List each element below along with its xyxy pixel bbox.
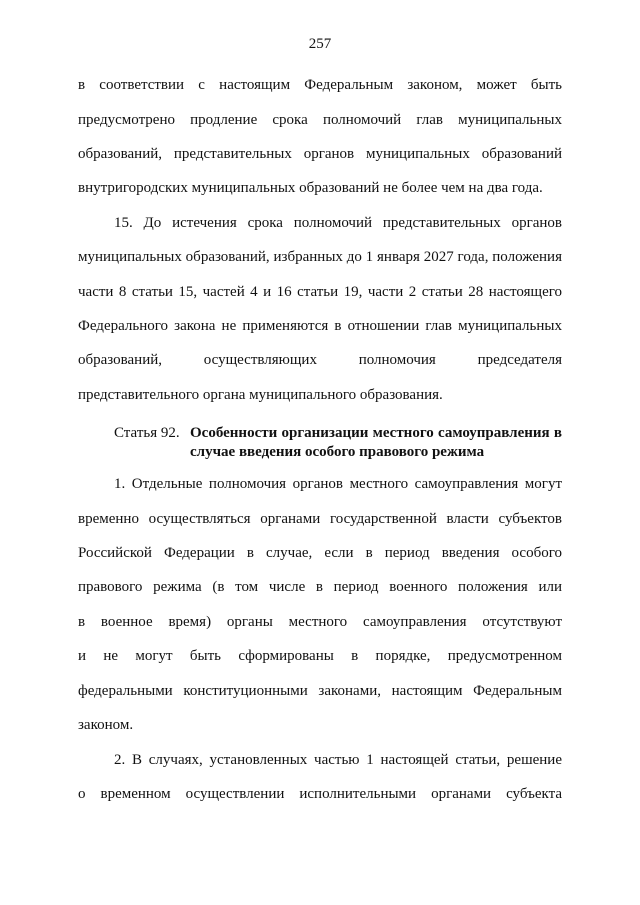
- text-line: Российской Федерации в случае, если в период введения особого: [78, 545, 562, 561]
- text-line: муниципальных образований, избранных до 1 января 2027 года, положения: [78, 249, 562, 265]
- text-line: 15. До истечения срока полномочий представительных органов: [114, 215, 562, 231]
- text-line: образований, осуществляющих полномочия председателя: [78, 352, 562, 368]
- article-title-line: Особенности организации местного самоуправления в: [190, 425, 562, 441]
- text-line: Федерального закона не применяются в отношении глав муниципальных: [78, 318, 562, 334]
- text-line: предусмотрено продление срока полномочий глав муниципальных: [78, 112, 562, 128]
- text-line: правового режима (в том числе в период военного положения или: [78, 579, 562, 595]
- text-line: образований, представительных органов муниципальных образований: [78, 146, 562, 162]
- text-line: о временном осуществлении исполнительными органами субъекта: [78, 786, 562, 802]
- text-line: 1. Отдельные полномочия органов местного самоуправления могут: [114, 476, 562, 492]
- text-line: временно осуществляться органами государственной власти субъектов: [78, 511, 562, 527]
- text-line: 2. В случаях, установленных частью 1 настоящей статьи, решение: [114, 752, 562, 768]
- text-line: части 8 статьи 15, частей 4 и 16 статьи 19, части 2 статьи 28 настоящего: [78, 284, 562, 300]
- text-line: внутригородских муниципальных образований не более чем на два года.: [78, 180, 543, 196]
- text-line: в военное время) органы местного самоуправления отсутствуют: [78, 614, 562, 630]
- text-line: законом.: [78, 717, 134, 733]
- article-title-line: случае введения особого правового режима: [190, 444, 485, 460]
- article-label: Статья 92.: [114, 425, 180, 441]
- page-number: 257: [308, 36, 332, 52]
- text-line: в соответствии с настоящим Федеральным законом, может быть: [78, 77, 562, 93]
- text-line: федеральными конституционными законами, настоящим Федеральным: [78, 683, 562, 699]
- text-line: и не могут быть сформированы в порядке, предусмотренном: [78, 648, 562, 664]
- text-line: представительного органа муниципального образования.: [78, 387, 443, 403]
